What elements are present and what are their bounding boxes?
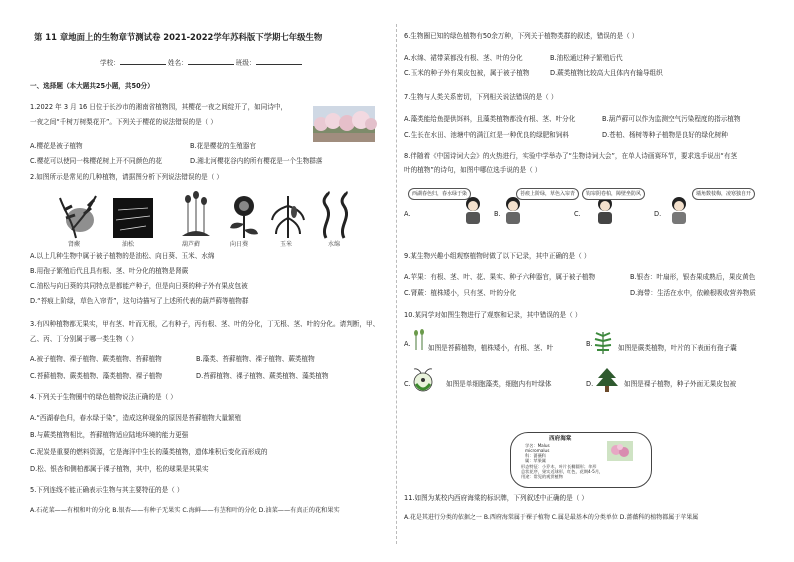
corn-drawing — [272, 196, 304, 238]
q3-option-d[interactable]: D.苔藓植物、裸子植物、蕨类植物、藻类植物 — [196, 372, 329, 380]
q4-option-b[interactable]: B.与蕨类植物相比，苔藓植物适应陆地环境的能力更强 — [30, 431, 189, 439]
q2-option-d[interactable]: D.“苔痕上阶绿，草色入帘青”，这句诗描写了上述所代表的葫芦藓等植物群 — [30, 297, 249, 305]
q7-option-c[interactable]: C.生长在水田、池塘中的满江红是一种优良的绿肥和饲料 — [404, 131, 569, 139]
q4-option-c[interactable]: C.泥炭是重要的燃料资源，它是海洋中生长的藻类植物，遗体堆积后变化而形成的 — [30, 448, 268, 456]
q8-option-b-label[interactable]: B. — [494, 210, 501, 218]
q3-option-a[interactable]: A.被子植物、裸子植物、蕨类植物、苔藓植物 — [30, 355, 162, 363]
right-column — [398, 0, 794, 562]
q2-option-a[interactable]: A.以上几种生物中属于被子植物的是油松、向日葵、玉米、水绵 — [30, 252, 215, 260]
q8-option-d-label[interactable]: D. — [654, 210, 662, 218]
q6-option-d[interactable]: D.蕨类植物比较高大且体内有输导组织 — [550, 69, 663, 77]
q6-option-a[interactable]: A.水绵、裙带菜都没有根、茎、叶的分化 — [404, 54, 523, 62]
q1-option-b[interactable]: B.花是樱花的生殖器官 — [190, 142, 256, 150]
q10-option-a[interactable]: 如图是苔藓植物，植株矮小，有根、茎、叶 — [428, 344, 554, 352]
q1-stem-line2: 一夜之间“千树万树梨花开”。下列关于樱花的说法错误的是（ ） — [30, 118, 217, 126]
q10-stem: 10.某同学对如图生物进行了观察和记录，其中错误的是（ ） — [404, 311, 582, 319]
q9-option-d[interactable]: D.海带：生活在水中，依赖根吸收营养物质 — [630, 289, 756, 297]
q1-option-d[interactable]: D.湘北河樱花谷内的所有樱花是一个生物群落 — [190, 157, 323, 165]
section-heading: 一、选择题（本大题共25小题，共50分） — [30, 82, 154, 90]
q4-stem: 4.下列关于生物圈中的绿色植物说法正确的是（ ） — [30, 393, 177, 401]
q3-stem-line2: 乙、丙、丁分别属于哪一类生物（ ） — [30, 335, 138, 343]
q5-stem: 5.下列连线不能正确表示生物与其主要特征的是（ ） — [30, 486, 184, 494]
student-info-line — [100, 58, 302, 67]
q10-option-d-label[interactable]: D. — [586, 380, 594, 388]
pine-drawing — [113, 198, 153, 238]
student-b-figure — [502, 196, 524, 226]
card-line-4: 属：苹果属 — [525, 458, 546, 463]
q3-option-c[interactable]: C.苔藓植物、蕨类植物、藻类植物、裸子植物 — [30, 372, 162, 380]
q6-option-c[interactable]: C.玉米的种子外有果皮包被，属于被子植物 — [404, 69, 530, 77]
q8-bubble-d: 墙角数枝梅，凌寒独自开 — [692, 188, 755, 200]
column-divider — [396, 24, 397, 544]
q8-option-c-label[interactable]: C. — [574, 210, 581, 218]
q4-option-a[interactable]: A.“西湖春色归，春水绿于染”，造成这种现象的原因是苔藓植物大量繁殖 — [30, 414, 242, 422]
q10-option-b[interactable]: 如图是蕨类植物，叶片的下表面有孢子囊 — [618, 344, 737, 352]
q3-stem-line1: 3.有四种植物都无果实，甲有茎、叶而无根，乙有种子，丙有根、茎、叶的分化，丁无根、茎、叶的分化。请判断，甲、 — [30, 320, 380, 328]
card-line-1: 学名：Malus — [525, 443, 550, 448]
caption-pine: 油松 — [122, 241, 135, 248]
flower-photo — [607, 441, 633, 461]
q8-stem-line1: 8.伴随着《中国诗词大会》的火热进行，实验中学举办了“生物诗词大会”，在单人诗画赛环节，要求选手说出“有茎 — [404, 152, 738, 160]
q6-stem: 6.生物圈已知的绿色植物有50余万种，下列关于植物类群的叙述，错误的是（ ） — [404, 32, 639, 40]
moss-icon — [412, 330, 426, 350]
student-d-figure — [668, 196, 690, 226]
card-line-5: 形态特征：小乔木，叶片长椭圆形；伞形 — [521, 464, 597, 469]
q9-option-a[interactable]: A.苹果：有根、茎、叶、花、果实、种子六种器官，属于被子植物 — [404, 273, 596, 281]
school-field[interactable] — [120, 58, 166, 65]
pine-tree-icon — [594, 366, 620, 392]
q3-option-b[interactable]: B.藻类、苔藓植物、裸子植物、蕨类植物 — [196, 355, 315, 363]
cherry-blossom-image — [313, 106, 375, 142]
q9-stem: 9.某生物兴趣小组观察植物时做了以下记录，其中正确的是（ ） — [404, 252, 591, 260]
card-title: 西府海棠 — [549, 436, 572, 442]
q10-option-d[interactable]: 如图是裸子植物，种子外面无果皮包被 — [624, 380, 737, 388]
q7-option-a[interactable]: A.藻类能给鱼提供饵料，且藻类植物都没有根、茎、叶分化 — [404, 115, 576, 123]
q8-stem-line2: 叶的植物”的诗句，如图中哪位选手说的是（ ） — [404, 166, 542, 174]
caption-spirogyra: 水绵 — [328, 241, 341, 248]
q10-option-c[interactable]: 如图是单细胞藻类，细胞内有叶绿体 — [446, 380, 552, 388]
q8-option-a-label[interactable]: A. — [404, 210, 411, 218]
sunflower-drawing — [230, 196, 258, 238]
q5-options[interactable]: A.石花菜——有根和叶的分化 B.银杏——有种子无果实 C.海鲜——有茎和叶的分化 D.油菜——有真正的花和果实 — [30, 507, 340, 514]
caption-moss: 葫芦藓 — [182, 241, 201, 248]
fern-drawing — [60, 196, 96, 238]
q8-bubble-b: 苔痕上阶绿，草色入帘青 — [516, 188, 579, 200]
chlamydomonas-icon — [412, 368, 434, 392]
q4-option-d[interactable]: D.松、银杏和侧柏都属于裸子植物，其中，松的球果是其果实 — [30, 465, 209, 473]
q7-stem: 7.生物与人类关系密切，下列相关说法错误的是（ ） — [404, 93, 558, 101]
q2-stem: 2.如图所示是常见的几种植物，请据图分析下列说法错误的是（ ） — [30, 173, 224, 181]
class-field[interactable] — [256, 58, 302, 65]
q10-option-b-label[interactable]: B. — [586, 340, 593, 348]
student-a-figure — [462, 196, 484, 226]
q10-option-c-label[interactable]: C. — [404, 380, 411, 388]
q6-option-b[interactable]: B.油松通过种子繁殖后代 — [550, 54, 623, 62]
fern-icon — [592, 330, 614, 354]
student-c-figure — [594, 196, 616, 226]
caption-sunflower: 向日葵 — [230, 241, 249, 248]
name-label: 姓名： — [167, 59, 188, 67]
q8-bubble-c: 钩帘阴卷柏，障壁坐防风 — [582, 188, 645, 200]
q11-options[interactable]: A.花是其进行分类的依据之一 B.西府海棠属于裸子植物 C.属是最基本的分类单位 D.蔷薇科的植物都属于苹果属 — [404, 514, 699, 521]
caption-fern: 肾蕨 — [68, 241, 81, 248]
q2-option-c[interactable]: C.油松与向日葵的共同特点是都能产种子，但是向日葵的种子外有果皮包被 — [30, 282, 248, 290]
class-label: 班级： — [235, 59, 256, 67]
card-line-6: 总状花序，果实近球形，红色，花期4-5月， — [521, 469, 604, 474]
plant-label-card — [510, 432, 652, 488]
name-field[interactable] — [188, 58, 234, 65]
plants-figure — [58, 190, 368, 248]
q1-stem-line1: 1.2022 年 3 月 16 日位于长沙市的湘南省植物园，其樱花一夜之间绽开了，如同诗中， — [30, 103, 288, 111]
q1-option-a[interactable]: A.樱花是被子植物 — [30, 142, 83, 150]
exam-title: 第 11 章地面上的生物章节测试卷 2021-2022学年苏科版下学期七年级生物 — [34, 32, 323, 42]
spirogyra-drawing — [324, 192, 346, 238]
q8-bubble-a: 西湖春色归，春水绿于染 — [408, 188, 471, 200]
q10-option-a-label[interactable]: A. — [404, 340, 411, 348]
q7-option-d[interactable]: D.苍柏、杨树等种子植物是良好的绿化树种 — [602, 131, 728, 139]
moss-drawing — [182, 191, 210, 236]
card-line-3: 科：蔷薇科 — [525, 453, 546, 458]
q9-option-b[interactable]: B.银杏：叶扇形，银杏果成熟后，果皮黄色 — [630, 273, 756, 281]
q11-stem: 11.如图为某校内西府海棠的标识牌，下列叙述中正确的是（ ） — [404, 494, 589, 502]
q1-option-c[interactable]: C.樱花可以使同一株樱花树上开不同颜色的花 — [30, 157, 162, 165]
cherry-blossom-photo — [313, 106, 375, 142]
q2-option-b[interactable]: B.用孢子繁殖后代且具有根、茎、叶分化的植物是肾蕨 — [30, 267, 189, 275]
school-label: 学校： — [100, 59, 120, 67]
q7-option-b[interactable]: B.葫芦藓可以作为监测空气污染程度的指示植物 — [602, 115, 741, 123]
q9-option-c[interactable]: C.肾蕨：植株矮小，只有茎、叶的分化 — [404, 289, 517, 297]
caption-corn: 玉米 — [280, 241, 293, 248]
card-line-2: micromalus — [525, 448, 550, 453]
card-line-7: 用途：常见的观赏植物 — [521, 474, 563, 479]
